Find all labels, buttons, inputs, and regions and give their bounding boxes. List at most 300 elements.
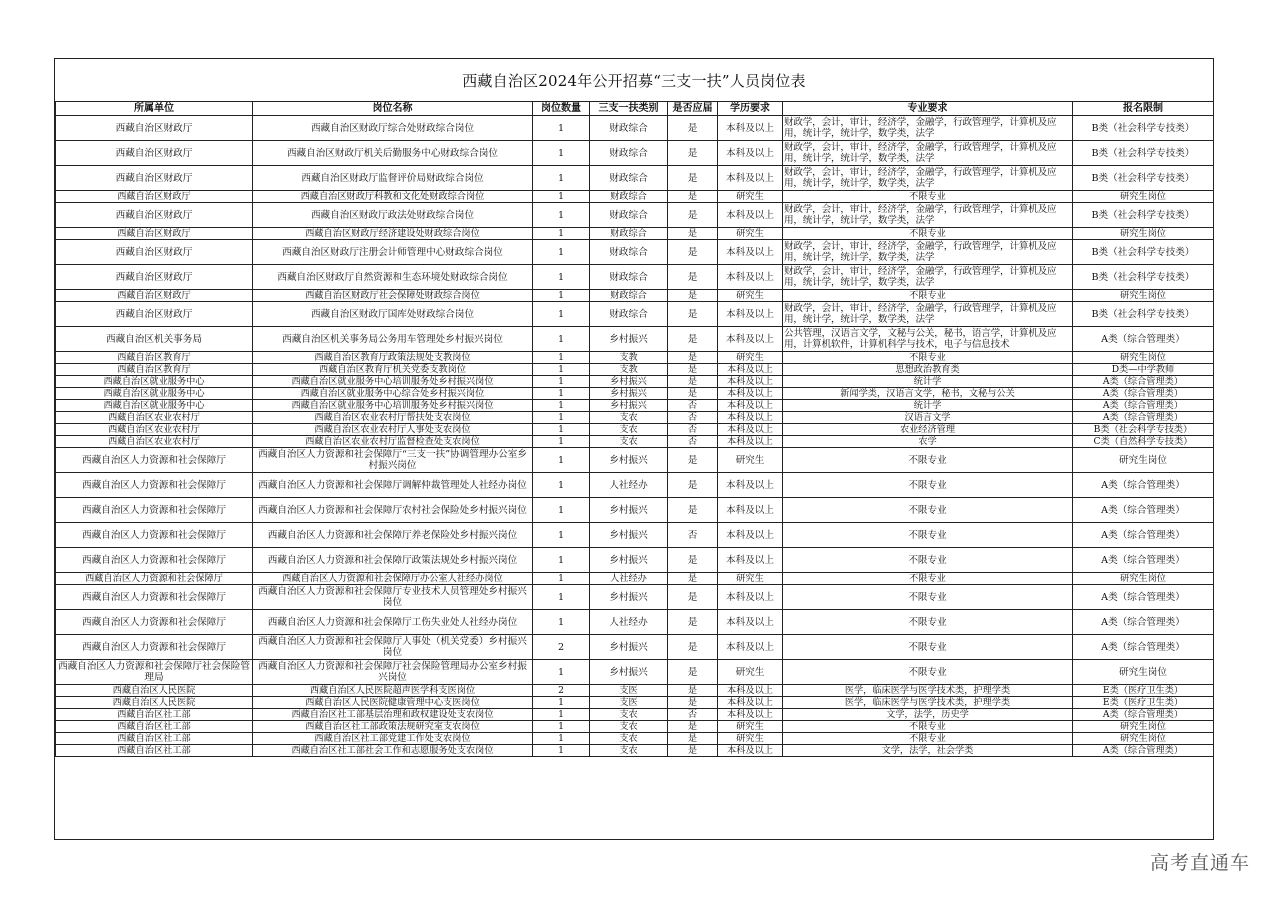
cell-edu: 本科及以上 xyxy=(718,327,783,352)
cell-edu: 本科及以上 xyxy=(718,610,783,635)
cell-edu: 本科及以上 xyxy=(718,523,783,548)
cell-unit: 西藏自治区机关事务局 xyxy=(56,327,253,352)
cell-count: 1 xyxy=(533,610,590,635)
cell-limit: A类（综合管理类） xyxy=(1073,745,1214,757)
header-post: 岗位名称 xyxy=(253,102,533,116)
cell-major: 思想政治教育类 xyxy=(783,364,1073,376)
cell-unit: 西藏自治区农业农村厅 xyxy=(56,424,253,436)
table-row xyxy=(56,302,1214,327)
cell-major: 文学，法学，历史学 xyxy=(783,709,1073,721)
cell-post: 西藏自治区财政厅经济建设处财政综合岗位 xyxy=(253,228,533,240)
cell-count: 1 xyxy=(533,116,590,141)
cell-category: 支教 xyxy=(590,352,668,364)
table-row xyxy=(56,327,1214,352)
cell-unit: 西藏自治区人力资源和社会保障厅 xyxy=(56,610,253,635)
cell-unit: 西藏自治区人力资源和社会保障厅 xyxy=(56,498,253,523)
cell-count: 1 xyxy=(533,436,590,448)
cell-limit: B类（社会科学专技类） xyxy=(1073,141,1214,166)
cell-major: 汉语言文学 xyxy=(783,412,1073,424)
cell-limit: B类（社会科学专技类） xyxy=(1073,302,1214,327)
cell-edu: 研究生 xyxy=(718,573,783,585)
table-row xyxy=(56,498,1214,523)
cell-unit: 西藏自治区财政厅 xyxy=(56,240,253,265)
cell-limit: 研究生岗位 xyxy=(1073,448,1214,473)
cell-fresh: 是 xyxy=(668,697,718,709)
cell-unit: 西藏自治区社工部 xyxy=(56,733,253,745)
cell-post: 西藏自治区财政厅科教和文化处财政综合岗位 xyxy=(253,191,533,203)
cell-category: 财政综合 xyxy=(590,228,668,240)
table-row xyxy=(56,660,1214,685)
header-category: 三支一扶类别 xyxy=(590,102,668,116)
cell-edu: 本科及以上 xyxy=(718,635,783,660)
cell-limit: 研究生岗位 xyxy=(1073,290,1214,302)
cell-count: 1 xyxy=(533,721,590,733)
cell-post: 西藏自治区就业服务中心综合处乡村振兴岗位 xyxy=(253,388,533,400)
table-row xyxy=(56,585,1214,610)
table-row xyxy=(56,745,1214,757)
cell-count: 1 xyxy=(533,498,590,523)
cell-fresh: 是 xyxy=(668,498,718,523)
cell-major: 不限专业 xyxy=(783,448,1073,473)
cell-edu: 本科及以上 xyxy=(718,709,783,721)
cell-category: 支农 xyxy=(590,745,668,757)
cell-edu: 研究生 xyxy=(718,228,783,240)
cell-limit: A类（综合管理类） xyxy=(1073,400,1214,412)
cell-limit: 研究生岗位 xyxy=(1073,733,1214,745)
cell-post: 西藏自治区人力资源和社会保障厅社会保险管理局办公室乡村振兴岗位 xyxy=(253,660,533,685)
cell-edu: 本科及以上 xyxy=(718,585,783,610)
cell-fresh: 否 xyxy=(668,709,718,721)
cell-fresh: 是 xyxy=(668,203,718,228)
cell-post: 西藏自治区就业服务中心培训服务处乡村振兴岗位 xyxy=(253,400,533,412)
cell-count: 1 xyxy=(533,228,590,240)
cell-post: 西藏自治区财政厅自然资源和生态环境处财政综合岗位 xyxy=(253,265,533,290)
table-row xyxy=(56,228,1214,240)
cell-major: 公共管理，汉语言文学，文秘与公关，秘书，语言学，计算机及应用，计算机软件，计算机科学与技术，电子与信息技术 xyxy=(783,327,1073,352)
cell-fresh: 否 xyxy=(668,436,718,448)
cell-category: 支医 xyxy=(590,685,668,697)
cell-count: 1 xyxy=(533,548,590,573)
table-row xyxy=(56,548,1214,573)
cell-major: 财政学，会计，审计，经济学，金融学，行政管理学，计算机及应用，统计学，统计学，数学类，法学 xyxy=(783,240,1073,265)
table-row xyxy=(56,697,1214,709)
cell-post: 西藏自治区财政厅机关后勤服务中心财政综合岗位 xyxy=(253,141,533,166)
cell-post: 西藏自治区社工部基层治理和政权建设处支农岗位 xyxy=(253,709,533,721)
header-fresh: 是否应届 xyxy=(668,102,718,116)
cell-fresh: 是 xyxy=(668,141,718,166)
cell-post: 西藏自治区人民医院健康管理中心支医岗位 xyxy=(253,697,533,709)
cell-count: 1 xyxy=(533,240,590,265)
cell-unit: 西藏自治区财政厅 xyxy=(56,166,253,191)
cell-limit: A类（综合管理类） xyxy=(1073,327,1214,352)
cell-major: 文学，法学，社会学类 xyxy=(783,745,1073,757)
cell-major: 财政学，会计，审计，经济学，金融学，行政管理学，计算机及应用，统计学，统计学，数学类，法学 xyxy=(783,302,1073,327)
cell-limit: A类（综合管理类） xyxy=(1073,635,1214,660)
cell-count: 1 xyxy=(533,388,590,400)
cell-unit: 西藏自治区财政厅 xyxy=(56,290,253,302)
cell-limit: 研究生岗位 xyxy=(1073,573,1214,585)
cell-edu: 本科及以上 xyxy=(718,473,783,498)
cell-fresh: 是 xyxy=(668,721,718,733)
cell-fresh: 是 xyxy=(668,388,718,400)
cell-limit: A类（综合管理类） xyxy=(1073,412,1214,424)
cell-limit: A类（综合管理类） xyxy=(1073,585,1214,610)
cell-post: 西藏自治区财政厅注册会计师管理中心财政综合岗位 xyxy=(253,240,533,265)
table-row xyxy=(56,635,1214,660)
cell-post: 西藏自治区财政厅国库处财政综合岗位 xyxy=(253,302,533,327)
cell-category: 财政综合 xyxy=(590,141,668,166)
cell-count: 1 xyxy=(533,327,590,352)
cell-fresh: 是 xyxy=(668,685,718,697)
cell-limit: A类（综合管理类） xyxy=(1073,610,1214,635)
cell-fresh: 是 xyxy=(668,473,718,498)
table-row xyxy=(56,573,1214,585)
cell-count: 1 xyxy=(533,733,590,745)
table-row xyxy=(56,412,1214,424)
cell-unit: 西藏自治区财政厅 xyxy=(56,141,253,166)
table-row xyxy=(56,240,1214,265)
cell-category: 支教 xyxy=(590,364,668,376)
cell-major: 不限专业 xyxy=(783,660,1073,685)
cell-major: 不限专业 xyxy=(783,352,1073,364)
header-major: 专业要求 xyxy=(783,102,1073,116)
cell-fresh: 是 xyxy=(668,265,718,290)
table-row xyxy=(56,166,1214,191)
cell-fresh: 是 xyxy=(668,585,718,610)
cell-fresh: 是 xyxy=(668,548,718,573)
cell-edu: 研究生 xyxy=(718,290,783,302)
cell-unit: 西藏自治区财政厅 xyxy=(56,228,253,240)
cell-post: 西藏自治区人民医院超声医学科支医岗位 xyxy=(253,685,533,697)
cell-post: 西藏自治区人力资源和社会保障厅工伤失业处人社经办岗位 xyxy=(253,610,533,635)
header-count: 岗位数量 xyxy=(533,102,590,116)
cell-limit: 研究生岗位 xyxy=(1073,721,1214,733)
table-row xyxy=(56,141,1214,166)
header-unit: 所属单位 xyxy=(56,102,253,116)
cell-major: 不限专业 xyxy=(783,585,1073,610)
cell-edu: 本科及以上 xyxy=(718,302,783,327)
cell-category: 支农 xyxy=(590,436,668,448)
cell-count: 1 xyxy=(533,376,590,388)
cell-post: 西藏自治区财政厅社会保障处财政综合岗位 xyxy=(253,290,533,302)
cell-fresh: 是 xyxy=(668,364,718,376)
table-row xyxy=(56,290,1214,302)
cell-edu: 本科及以上 xyxy=(718,412,783,424)
cell-major: 不限专业 xyxy=(783,635,1073,660)
header-edu: 学历要求 xyxy=(718,102,783,116)
table-row xyxy=(56,203,1214,228)
cell-count: 1 xyxy=(533,290,590,302)
cell-fresh: 是 xyxy=(668,376,718,388)
table-row xyxy=(56,364,1214,376)
cell-fresh: 是 xyxy=(668,191,718,203)
cell-category: 支医 xyxy=(590,697,668,709)
cell-post: 西藏自治区社工部党建工作处支农岗位 xyxy=(253,733,533,745)
cell-limit: E类（医疗卫生类） xyxy=(1073,697,1214,709)
cell-category: 人社经办 xyxy=(590,610,668,635)
cell-edu: 研究生 xyxy=(718,733,783,745)
cell-category: 支农 xyxy=(590,733,668,745)
table-row xyxy=(56,610,1214,635)
cell-major: 不限专业 xyxy=(783,228,1073,240)
cell-major: 不限专业 xyxy=(783,498,1073,523)
table-title: 西藏自治区2024年公开招募“三支一扶”人员岗位表 xyxy=(462,71,806,90)
cell-limit: E类（医疗卫生类） xyxy=(1073,685,1214,697)
cell-fresh: 是 xyxy=(668,573,718,585)
table-row xyxy=(56,523,1214,548)
cell-category: 乡村振兴 xyxy=(590,400,668,412)
cell-count: 1 xyxy=(533,166,590,191)
cell-unit: 西藏自治区人力资源和社会保障厅 xyxy=(56,448,253,473)
table-row xyxy=(56,424,1214,436)
cell-major: 不限专业 xyxy=(783,290,1073,302)
cell-count: 1 xyxy=(533,573,590,585)
cell-edu: 本科及以上 xyxy=(718,166,783,191)
cell-unit: 西藏自治区社工部 xyxy=(56,745,253,757)
cell-post: 西藏自治区人力资源和社会保障厅专业技术人员管理处乡村振兴岗位 xyxy=(253,585,533,610)
cell-major: 财政学，会计，审计，经济学，金融学，行政管理学，计算机及应用，统计学，统计学，数学类，法学 xyxy=(783,116,1073,141)
table-row xyxy=(56,376,1214,388)
cell-unit: 西藏自治区财政厅 xyxy=(56,265,253,290)
cell-post: 西藏自治区农业农村厅帮扶处支农岗位 xyxy=(253,412,533,424)
cell-unit: 西藏自治区人力资源和社会保障厅 xyxy=(56,473,253,498)
cell-major: 统计学 xyxy=(783,376,1073,388)
cell-unit: 西藏自治区财政厅 xyxy=(56,116,253,141)
cell-major: 不限专业 xyxy=(783,733,1073,745)
cell-category: 支农 xyxy=(590,424,668,436)
cell-major: 医学，临床医学与医学技术类，护理学类 xyxy=(783,697,1073,709)
cell-count: 1 xyxy=(533,660,590,685)
cell-major: 财政学，会计，审计，经济学，金融学，行政管理学，计算机及应用，统计学，统计学，数学类，法学 xyxy=(783,203,1073,228)
cell-count: 1 xyxy=(533,523,590,548)
cell-fresh: 否 xyxy=(668,400,718,412)
cell-count: 1 xyxy=(533,585,590,610)
cell-post: 西藏自治区农业农村厅人事处支农岗位 xyxy=(253,424,533,436)
cell-category: 支农 xyxy=(590,721,668,733)
cell-edu: 本科及以上 xyxy=(718,141,783,166)
cell-unit: 西藏自治区财政厅 xyxy=(56,191,253,203)
cell-category: 财政综合 xyxy=(590,203,668,228)
cell-edu: 本科及以上 xyxy=(718,364,783,376)
positions-table xyxy=(55,101,1214,757)
cell-limit: D类—中学教师 xyxy=(1073,364,1214,376)
cell-count: 1 xyxy=(533,745,590,757)
cell-unit: 西藏自治区社工部 xyxy=(56,709,253,721)
cell-post: 西藏自治区财政厅监督评价局财政综合岗位 xyxy=(253,166,533,191)
table-row xyxy=(56,685,1214,697)
cell-edu: 研究生 xyxy=(718,448,783,473)
cell-count: 1 xyxy=(533,352,590,364)
cell-edu: 本科及以上 xyxy=(718,685,783,697)
cell-edu: 本科及以上 xyxy=(718,116,783,141)
cell-category: 乡村振兴 xyxy=(590,376,668,388)
cell-fresh: 是 xyxy=(668,610,718,635)
cell-fresh: 是 xyxy=(668,302,718,327)
cell-category: 人社经办 xyxy=(590,473,668,498)
cell-edu: 本科及以上 xyxy=(718,265,783,290)
cell-limit: A类（综合管理类） xyxy=(1073,376,1214,388)
cell-post: 西藏自治区社工部政策法规研究室支农岗位 xyxy=(253,721,533,733)
table-row xyxy=(56,352,1214,364)
cell-category: 乡村振兴 xyxy=(590,585,668,610)
cell-limit: 研究生岗位 xyxy=(1073,191,1214,203)
cell-limit: B类（社会科学专技类） xyxy=(1073,166,1214,191)
cell-unit: 西藏自治区教育厅 xyxy=(56,352,253,364)
cell-count: 1 xyxy=(533,697,590,709)
cell-major: 不限专业 xyxy=(783,523,1073,548)
cell-count: 1 xyxy=(533,302,590,327)
cell-major: 财政学，会计，审计，经济学，金融学，行政管理学，计算机及应用，统计学，统计学，数学类，法学 xyxy=(783,141,1073,166)
cell-post: 西藏自治区机关事务局公务用车管理处乡村振兴岗位 xyxy=(253,327,533,352)
cell-edu: 本科及以上 xyxy=(718,548,783,573)
cell-unit: 西藏自治区农业农村厅 xyxy=(56,412,253,424)
cell-fresh: 是 xyxy=(668,166,718,191)
cell-unit: 西藏自治区教育厅 xyxy=(56,364,253,376)
cell-fresh: 是 xyxy=(668,290,718,302)
cell-major: 不限专业 xyxy=(783,548,1073,573)
cell-edu: 本科及以上 xyxy=(718,400,783,412)
cell-limit: A类（综合管理类） xyxy=(1073,548,1214,573)
cell-limit: B类（社会科学专技类） xyxy=(1073,265,1214,290)
cell-limit: B类（社会科学专技类） xyxy=(1073,240,1214,265)
cell-category: 支农 xyxy=(590,709,668,721)
cell-category: 乡村振兴 xyxy=(590,523,668,548)
cell-unit: 西藏自治区财政厅 xyxy=(56,302,253,327)
cell-count: 1 xyxy=(533,203,590,228)
cell-edu: 研究生 xyxy=(718,721,783,733)
cell-unit: 西藏自治区人力资源和社会保障厅 xyxy=(56,548,253,573)
cell-count: 2 xyxy=(533,635,590,660)
table-row xyxy=(56,448,1214,473)
cell-major: 不限专业 xyxy=(783,573,1073,585)
cell-limit: A类（综合管理类） xyxy=(1073,523,1214,548)
cell-count: 1 xyxy=(533,448,590,473)
cell-post: 西藏自治区教育厅政策法规处支教岗位 xyxy=(253,352,533,364)
cell-post: 西藏自治区财政厅政法处财政综合岗位 xyxy=(253,203,533,228)
cell-edu: 本科及以上 xyxy=(718,498,783,523)
cell-edu: 研究生 xyxy=(718,191,783,203)
cell-edu: 本科及以上 xyxy=(718,388,783,400)
cell-category: 乡村振兴 xyxy=(590,327,668,352)
cell-post: 西藏自治区人力资源和社会保障厅“三支一扶”协调管理办公室乡村振兴岗位 xyxy=(253,448,533,473)
cell-limit: C类（自然科学专技类） xyxy=(1073,436,1214,448)
cell-edu: 研究生 xyxy=(718,660,783,685)
cell-category: 乡村振兴 xyxy=(590,635,668,660)
cell-count: 1 xyxy=(533,265,590,290)
cell-major: 不限专业 xyxy=(783,721,1073,733)
cell-count: 1 xyxy=(533,141,590,166)
cell-post: 西藏自治区人力资源和社会保障厅养老保险处乡村振兴岗位 xyxy=(253,523,533,548)
cell-major: 医学，临床医学与医学技术类，护理学类 xyxy=(783,685,1073,697)
cell-category: 财政综合 xyxy=(590,116,668,141)
cell-limit: A类（综合管理类） xyxy=(1073,498,1214,523)
cell-count: 1 xyxy=(533,473,590,498)
cell-count: 1 xyxy=(533,191,590,203)
table-header-row xyxy=(56,102,1214,116)
cell-edu: 研究生 xyxy=(718,352,783,364)
cell-post: 西藏自治区人力资源和社会保障厅政策法规处乡村振兴岗位 xyxy=(253,548,533,573)
cell-unit: 西藏自治区人力资源和社会保障厅社会保险管理局 xyxy=(56,660,253,685)
cell-fresh: 是 xyxy=(668,660,718,685)
cell-fresh: 否 xyxy=(668,424,718,436)
cell-limit: B类（社会科学专技类） xyxy=(1073,116,1214,141)
cell-limit: 研究生岗位 xyxy=(1073,352,1214,364)
cell-post: 西藏自治区人力资源和社会保障厅办公室人社经办岗位 xyxy=(253,573,533,585)
cell-unit: 西藏自治区就业服务中心 xyxy=(56,376,253,388)
cell-unit: 西藏自治区财政厅 xyxy=(56,203,253,228)
cell-fresh: 是 xyxy=(668,327,718,352)
cell-unit: 西藏自治区人力资源和社会保障厅 xyxy=(56,573,253,585)
cell-category: 乡村振兴 xyxy=(590,498,668,523)
cell-edu: 本科及以上 xyxy=(718,203,783,228)
cell-major: 农业经济管理 xyxy=(783,424,1073,436)
cell-fresh: 是 xyxy=(668,116,718,141)
cell-edu: 本科及以上 xyxy=(718,745,783,757)
cell-unit: 西藏自治区人力资源和社会保障厅 xyxy=(56,635,253,660)
cell-fresh: 是 xyxy=(668,635,718,660)
cell-unit: 西藏自治区人力资源和社会保障厅 xyxy=(56,523,253,548)
cell-edu: 本科及以上 xyxy=(718,697,783,709)
table-row xyxy=(56,191,1214,203)
cell-unit: 西藏自治区人民医院 xyxy=(56,685,253,697)
cell-category: 财政综合 xyxy=(590,240,668,265)
cell-unit: 西藏自治区农业农村厅 xyxy=(56,436,253,448)
cell-category: 财政综合 xyxy=(590,290,668,302)
cell-count: 1 xyxy=(533,364,590,376)
table-row xyxy=(56,436,1214,448)
cell-unit: 西藏自治区社工部 xyxy=(56,721,253,733)
cell-edu: 本科及以上 xyxy=(718,240,783,265)
cell-post: 西藏自治区人力资源和社会保障厅人事处（机关党委）乡村振兴岗位 xyxy=(253,635,533,660)
cell-post: 西藏自治区社工部社会工作和志愿服务处支农岗位 xyxy=(253,745,533,757)
table-row xyxy=(56,721,1214,733)
cell-post: 西藏自治区就业服务中心培训服务处乡村振兴岗位 xyxy=(253,376,533,388)
cell-limit: B类（社会科学专技类） xyxy=(1073,424,1214,436)
cell-post: 西藏自治区人力资源和社会保障厅调解仲裁管理处人社经办岗位 xyxy=(253,473,533,498)
table-row xyxy=(56,265,1214,290)
cell-category: 人社经办 xyxy=(590,573,668,585)
cell-limit: A类（综合管理类） xyxy=(1073,709,1214,721)
watermark: 高考直通车 xyxy=(1149,852,1250,874)
cell-fresh: 是 xyxy=(668,745,718,757)
cell-category: 财政综合 xyxy=(590,166,668,191)
cell-major: 不限专业 xyxy=(783,610,1073,635)
cell-fresh: 是 xyxy=(668,240,718,265)
cell-post: 西藏自治区教育厅机关党委支教岗位 xyxy=(253,364,533,376)
cell-fresh: 是 xyxy=(668,733,718,745)
cell-fresh: 是 xyxy=(668,228,718,240)
cell-count: 1 xyxy=(533,412,590,424)
cell-count: 1 xyxy=(533,400,590,412)
cell-post: 西藏自治区财政厅综合处财政综合岗位 xyxy=(253,116,533,141)
cell-limit: 研究生岗位 xyxy=(1073,660,1214,685)
cell-fresh: 否 xyxy=(668,412,718,424)
cell-unit: 西藏自治区人民医院 xyxy=(56,697,253,709)
cell-fresh: 否 xyxy=(668,523,718,548)
cell-major: 统计学 xyxy=(783,400,1073,412)
cell-major: 新闻学类，汉语言文学，秘书，文秘与公关 xyxy=(783,388,1073,400)
cell-count: 1 xyxy=(533,424,590,436)
cell-major: 农学 xyxy=(783,436,1073,448)
cell-major: 财政学，会计，审计，经济学，金融学，行政管理学，计算机及应用，统计学，统计学，数学类，法学 xyxy=(783,166,1073,191)
cell-fresh: 是 xyxy=(668,352,718,364)
cell-category: 财政综合 xyxy=(590,302,668,327)
cell-edu: 本科及以上 xyxy=(718,424,783,436)
cell-category: 支农 xyxy=(590,412,668,424)
cell-limit: B类（社会科学专技类） xyxy=(1073,203,1214,228)
cell-category: 乡村振兴 xyxy=(590,548,668,573)
cell-major: 不限专业 xyxy=(783,191,1073,203)
